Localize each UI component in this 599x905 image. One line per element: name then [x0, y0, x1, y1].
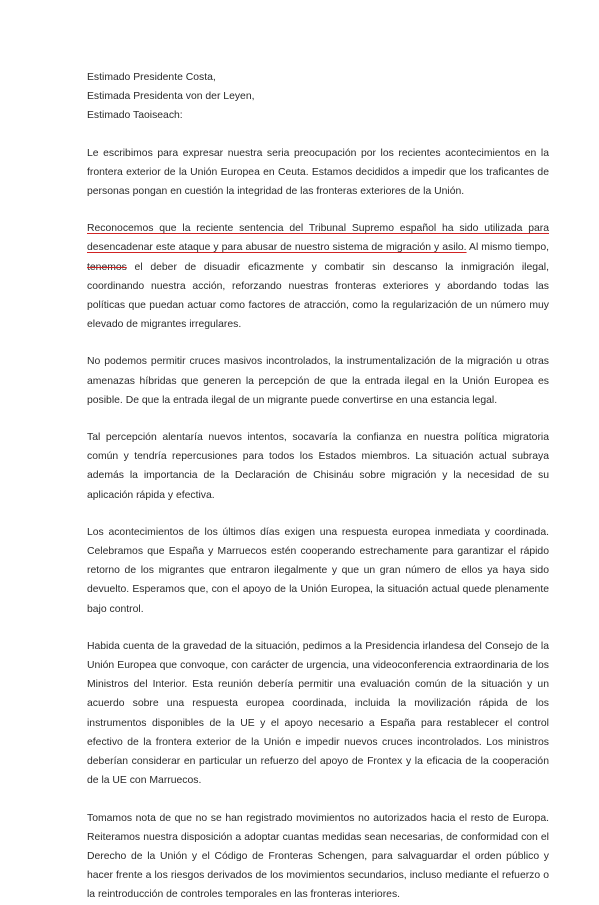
paragraph-4: Tal percepción alentaría nuevos intentos, socavaría la confianza en nuestra política migratoria común y tendría repercusiones para todos los Estados miembros. La situación actual subraya además la importancia de la Declaración de Chisináu sobre migración y la necesidad de su aplicación rápida y efectiva.	[87, 432, 549, 501]
paragraph-1: Le escribimos para expresar nuestra seria preocupación por los recientes acontecimientos en la frontera exterior de la Unión Europea en Ceuta. Estamos decididos a impedir que los traficantes de personas pongan en cuestión la integridad de las fronteras exteriores de la Unión.	[87, 147, 549, 198]
paragraph-2-text: Al mismo tiempo,	[466, 242, 549, 254]
salutation-line: Estimado Taoiseach:	[87, 110, 183, 122]
struck-word: tenemos	[87, 261, 127, 273]
salutation-line: Estimada Presidenta von der Leyen,	[87, 91, 255, 103]
paragraph-7: Tomamos nota de que no se han registrado movimientos no autorizados hacia el resto de Europa. Reiteramos nuestra disposición a adoptar cuantas medidas sean necesarias, de conformidad con el Derecho de la Unión y el Código de Fronteras Schengen, para salvaguardar el orden público y hacer frente a los riesgos derivados de los movimientos secundarios, incluso mediante el refuerzo o la reintroducción de controles temporales en las fronteras interiores.	[87, 812, 549, 901]
salutation-block	[87, 68, 549, 126]
paragraph-2	[87, 219, 549, 334]
paragraph-2-rest: el deber de disuadir eficazmente y combatir sin descanso la inmigración ilegal, coordinando nuestra acción, reforzando nuestras fronteras exteriores y abordando todas las políticas que puedan actuar como factores de atracción, como la regularización de un número muy elevado de migrantes irregulares.	[87, 261, 549, 331]
highlighted-sentence: Reconocemos que la reciente sentencia del Tribunal Supremo español ha sido utilizada para desencadenar este ataque y para abusar de nuestro sistema de migración y asilo.	[87, 223, 549, 254]
paragraph-3: No podemos permitir cruces masivos incontrolados, la instrumentalización de la migración u otras amenazas híbridas que generen la percepción de que la entrada ilegal en la Unión Europea es posible. De que la entrada ilegal de un migrante puede convertirse en una estancia legal.	[87, 356, 549, 406]
paragraph-6: Habida cuenta de la gravedad de la situación, pedimos a la Presidencia irlandesa del Consejo de la Unión Europea que convoque, con carácter de urgencia, una videoconferencia extraordinaria de los Ministros del Interior. Esta reunión debería permitir una evaluación común de la situación y un acuerdo sobre una respuesta europea coordinada, incluida la movilización rápida de los instrumentos disponibles de la UE y el apoyo necesario a España para restablecer el control efectivo de la frontera exterior de la Unión e impedir nuevos cruces incontrolados. Los ministros deberían considerar en particular un refuerzo del apoyo de Frontex y la eficacia de la cooperación de la UE con Marruecos.	[87, 640, 549, 787]
salutation-line: Estimado Presidente Costa,	[87, 72, 216, 83]
paragraph-5: Los acontecimientos de los últimos días exigen una respuesta europea inmediata y coordinada. Celebramos que España y Marruecos estén cooperando estrechamente para garantizar el rápido retorno de los migrantes que entraron ilegalmente y que un gran número de ellos ya haya sido devuelto. Esperamos que, con el apoyo de la Unión Europea, la situación actual quede plenamente bajo control.	[87, 526, 549, 615]
